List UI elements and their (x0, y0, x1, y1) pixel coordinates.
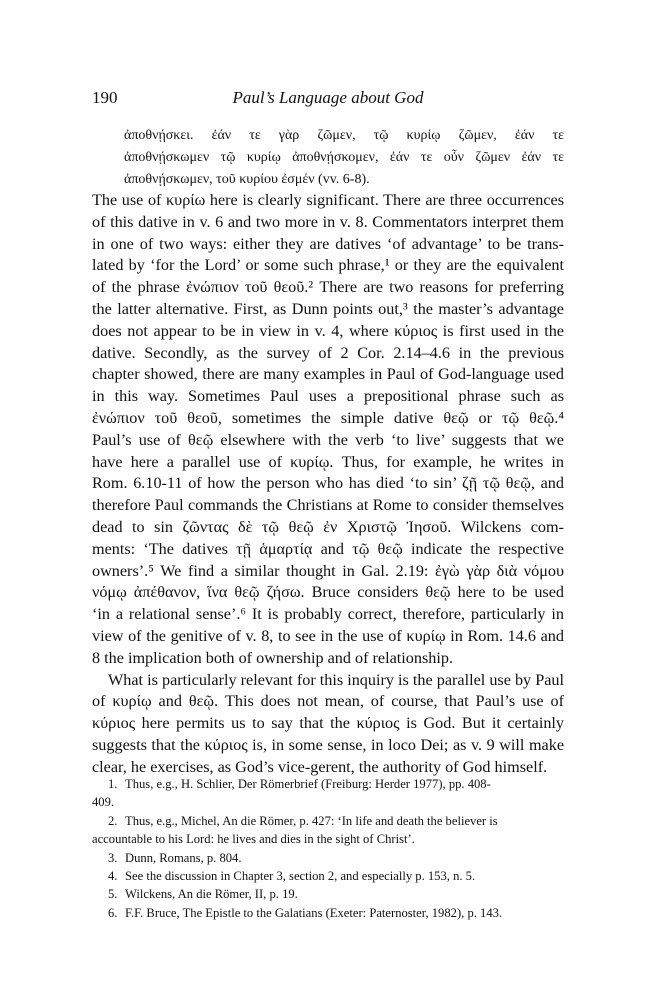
body-line: owners’.⁵ We find a similar thought in Gal. 2.19: ἐγὼ γὰρ διὰ νόμου (92, 561, 564, 580)
body-text (92, 190, 564, 779)
page-number: 190 (92, 88, 118, 107)
footnote-line (92, 904, 564, 922)
body-line: have here a parallel use of κυρίῳ. Thus, for example, he writes in (92, 452, 564, 471)
body-line: ἐνώπιον τοῦ θεοῦ, sometimes the simple dative θεῷ or τῷ θεῷ.⁴ (92, 408, 564, 427)
footnote-number: 6. (108, 905, 118, 920)
footnote-line (92, 775, 564, 793)
body-line: of κυρίῳ and θεῷ. This does not mean, of course, that Paul’s use of (92, 692, 564, 711)
footnote-text: 409. (92, 795, 115, 810)
footnote-text: Wilckens, An die Römer, II, p. 19. (125, 887, 298, 902)
footnote-number: 4. (108, 868, 118, 883)
body-line: of this dative in v. 6 and two more in v. 8. Commentators interpret them (92, 212, 564, 231)
footnotes (92, 775, 564, 922)
body-line: Rom. 6.10-11 of how the person who has died ‘to sin’ ζῇ τῷ θεῷ, and (92, 474, 564, 493)
footnote-text: See the discussion in Chapter 3, section 2, and especially p. 153, n. 5. (125, 868, 476, 883)
running-title: Paul’s Language about God (232, 88, 424, 107)
body-line: dead to sin ζῶντας δὲ τῷ θεῷ ἐν Χριστῷ Ἰησοῦ. Wilckens com- (92, 517, 564, 536)
body-line: does not appear to be in view in v. 4, where κύριος is first used in the (92, 321, 564, 340)
footnote-line (92, 849, 564, 867)
body-line: dative. Secondly, as the survey of 2 Cor. 2.14–4.6 in the previous (92, 343, 564, 362)
body-line: lated by ‘for the Lord’ or some such phrase,¹ or they are the equivalent (92, 256, 564, 275)
body-line: κύριος here permits us to say that the κύριος is God. But it certainly (92, 714, 564, 733)
footnote-number: 1. (108, 777, 118, 791)
footnote-number: 5. (108, 887, 118, 902)
footnote-text: Thus, e.g., H. Schlier, Der Römerbrief (Freiburg: Herder 1977), pp. 408- (125, 777, 491, 791)
body-line: What is particularly relevant for this inquiry is the parallel use by Paul (108, 670, 564, 689)
quote-line: ἀποθνῄσκει. ἐάν τε γὰρ ζῶμεν, τῷ κυρίῳ ζῶμεν, ἐάν τε (124, 128, 564, 143)
footnote-line (92, 830, 564, 848)
body-line: νόμῳ ἀπέθανον, ἵνα θεῷ ζήσω. Bruce considers θεῷ here to be used (92, 583, 564, 602)
body-line: suggests that the κύριος is, in some sense, in loco Dei; as v. 9 will make (92, 735, 564, 754)
quote-line: ἀποθνῄσκωμεν τῷ κυρίῳ ἀποθνῄσκομεν, ἐάν τε οὖν ζῶμεν ἐάν τε (124, 149, 564, 165)
body-line: of the phrase ἐνώπιον τοῦ θεοῦ.² There are two reasons for preferring (92, 278, 564, 297)
footnote-text: Dunn, Romans, p. 804. (125, 850, 242, 865)
footnote-text: accountable to his Lord: he lives and dies in the sight of Christ’. (92, 832, 415, 847)
footnote-line (92, 812, 564, 830)
page-header (92, 88, 564, 112)
body-line: The use of κυρίω here is clearly significant. There are three occurrences (92, 191, 564, 209)
body-line: the latter alternative. First, as Dunn points out,³ the master’s advantage (92, 299, 564, 318)
footnote-line (92, 885, 564, 903)
greek-quotation (124, 125, 564, 190)
footnote-line (92, 867, 564, 885)
body-line: ments: ‘The datives τῇ ἁμαρτίᾳ and τῷ θεῷ indicate the respective (92, 539, 564, 558)
footnote-text: F.F. Bruce, The Epistle to the Galatians (Exeter: Paternoster, 1982), p. 143. (125, 905, 503, 920)
footnote-number: 2. (108, 813, 118, 828)
body-line: ‘in a relational sense’.⁶ It is probably correct, therefore, particularly in (92, 605, 564, 624)
footnote-text: Thus, e.g., Michel, An die Römer, p. 427: ‘In life and death the believer is (125, 813, 498, 828)
footnote-number: 3. (108, 850, 118, 865)
body-line: view of the genitive of v. 8, to see in the use of κυρίῳ in Rom. 14.6 and (92, 626, 564, 645)
body-line: therefore Paul commands the Christians at Rome to consider themselves (92, 496, 564, 515)
body-line: 8 the implication both of ownership and of relationship. (92, 648, 454, 667)
body-line: clear, he exercises, as God’s vice-gerent, the authority of God himself. (92, 757, 548, 776)
body-line: Paul’s use of θεῷ elsewhere with the verb ‘to live’ suggests that we (92, 430, 564, 449)
body-line: in one of two ways: either they are datives ‘of advantage’ to be trans- (92, 234, 564, 253)
body-line: chapter showed, there are many examples in Paul of God-language used (92, 365, 564, 384)
body-line: in this way. Sometimes Paul uses a prepositional phrase such as (92, 387, 564, 406)
quote-line: ἀποθνῄσκωμεν, τοῦ κυρίου ἐσμέν (vv. 6-8). (124, 171, 370, 187)
footnote-line (92, 793, 564, 811)
